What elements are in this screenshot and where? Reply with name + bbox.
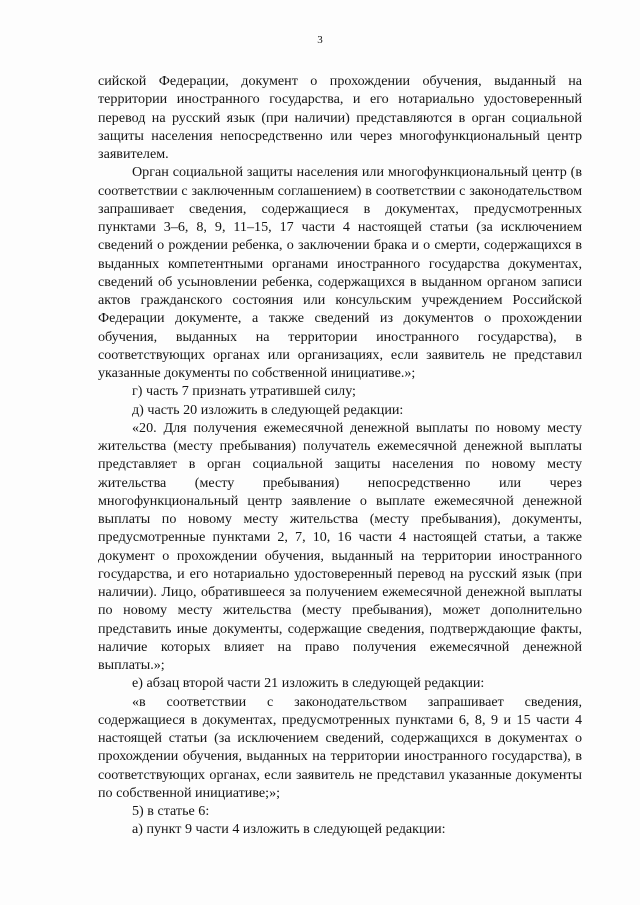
paragraph-item-a: а) пункт 9 части 4 изложить в следующей редакции: — [132, 821, 446, 838]
document-body — [98, 72, 582, 839]
page-number: 3 — [317, 34, 323, 46]
paragraph-item-d: д) часть 20 изложить в следующей редакции: — [132, 401, 404, 418]
paragraph-item-e: е) абзац второй части 21 изложить в следующей редакции: — [132, 675, 485, 692]
paragraph-item-g: г) часть 7 признать утратившей силу; — [132, 383, 356, 400]
paragraph-social-protection-request: Орган социальной защиты населения или многофункциональный центр (в соответствии с заключенным соглашением) в соответствии с законодательством запрашивает сведения, содержащиеся в документах, предусмотренных пунктами 3–6, 8, 9, 11–15, 17 части 4 настоящей статьи (за исключением сведений о рождении ребенка, о заключении брака и о смерти, содержащихся в выданных компетентными органами иностранного государства документах, сведений об усыновлении ребенка, содержащихся в выданном органом записи актов гражданского состояния или консульским учреждением Российской Федерации документе, а также сведений из документов о прохождении обучения, выданных на территории иностранного государства), в соответствующих органах или организациях, если заявитель не представил указанные документы по собственной инициативе.»; — [98, 164, 582, 381]
paragraph-item-5: 5) в статье 6: — [132, 803, 210, 819]
paragraph-part-21-text: «в соответствии с законодательством запрашивает сведения, содержащиеся в документах, предусмотренных пунктами 6, 8, 9 и 15 части 4 настоящей статьи (за исключением сведений, содержащихся в документах о прохождении обучения, выданных на территории иностранного государства), в соответствующих органах, если заявитель не представил указанные документы по собственной инициативе;»; — [98, 693, 582, 801]
paragraph-continuation: сийской Федерации, документ о прохождении обучения, выданный на территории иностранного государства, и его нотариально удостоверенный перевод на русский язык (при наличии) представляются в орган социальной защиты населения непосредственно или через многофункциональный центр заявителем. — [98, 73, 582, 162]
paragraph-part-20: «20. Для получения ежемесячной денежной выплаты по новому месту жительства (месту пребывания) получатель ежемесячной денежной выплаты представляет в орган социальной защиты населения по новому месту жительства (месту пребывания) непосредственно или через многофункциональный центр заявление о выплате ежемесячной денежной выплаты по новому месту жительства (месту пребывания), документы, предусмотренные пунктами 2, 7, 10, 16 части 4 настоящей статьи, а также документ о прохождении обучения, выданный на территории иностранного государства, и его нотариально удостоверенный перевод на русский язык (при наличии). Лицо, обратившееся за получением ежемесячной денежной выплаты по новому месту жительства (месту пребывания), может дополнительно представить иные документы, содержащие сведения, подтверждающие факты, наличие которых влияет на право получения ежемесячной денежной выплаты.»; — [98, 419, 582, 673]
